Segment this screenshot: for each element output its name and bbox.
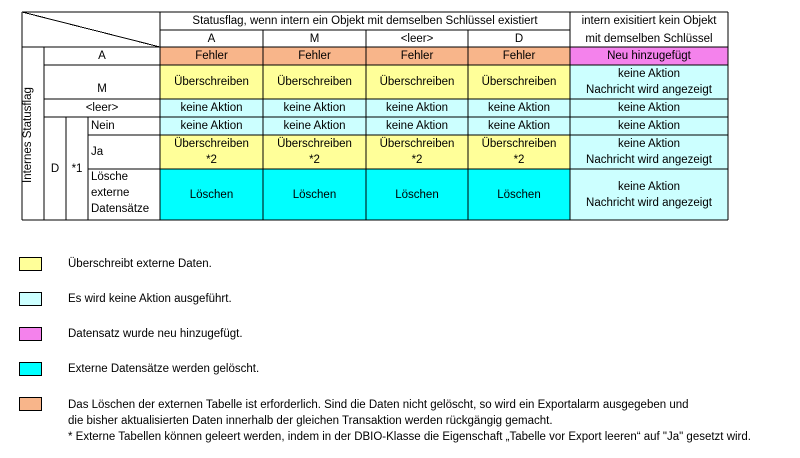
legend-swatch-no-action	[19, 292, 42, 306]
legend-swatch-new	[19, 327, 42, 341]
cell-a-a: Fehler	[160, 47, 263, 65]
cell-a-d: Fehler	[468, 47, 570, 65]
column-header: M	[309, 32, 320, 45]
row-group-label: Internes Statusflag	[22, 87, 34, 183]
legend-text-no-action: Es wird keine Aktion ausgeführt.	[68, 293, 232, 305]
column-header: A	[207, 32, 216, 45]
cell-nein-a: keine Aktion	[160, 117, 263, 135]
cell-a-m: Fehler	[263, 47, 366, 65]
cell-ja-a: Überschreiben *2	[160, 135, 263, 169]
cell-a-none: Neu hinzugefügt	[570, 47, 728, 65]
cell-ja-m: Überschreiben *2	[263, 135, 366, 169]
cell-m-m: Überschreiben	[263, 65, 366, 99]
column-header: D	[514, 32, 524, 45]
row-label-m: M	[97, 83, 107, 95]
cell-nein-none: keine Aktion	[570, 117, 728, 135]
cell-m-leer: Überschreiben	[366, 65, 468, 99]
legend-swatch-overwrite	[19, 257, 42, 271]
cell-leer-d: keine Aktion	[468, 99, 570, 117]
column-header: <leer>	[400, 32, 434, 45]
row-label-star1: *1	[71, 162, 83, 175]
cell-m-a: Überschreiben	[160, 65, 263, 99]
cell-a-leer: Fehler	[366, 47, 468, 65]
note-rollback: die bisher aktualisierten Daten innerhalb der gleichen Transaktion werden rückgängig gemacht.	[68, 415, 553, 427]
legend-text-error: Das Löschen der externen Tabelle ist erforderlich. Sind die Daten nicht gelöscht, so wird ein Exportalarm ausgegeben und	[68, 399, 689, 411]
cell-loesche-m: Löschen	[263, 169, 366, 220]
cell-m-d: Überschreiben	[468, 65, 570, 99]
legend-swatch-error	[19, 397, 42, 411]
cell-leer-leer: keine Aktion	[366, 99, 468, 117]
legend-swatch-delete	[19, 362, 42, 376]
row-label-loesche: Lösche externe Datensätze	[91, 171, 150, 215]
cell-m-none: keine Aktion Nachricht wird angezeigt	[570, 65, 728, 99]
cell-leer-none: keine Aktion	[570, 99, 728, 117]
header-no-object-line1: intern exisitiert kein Objekt	[581, 15, 717, 27]
cell-loesche-none: keine Aktion Nachricht wird angezeigt	[570, 169, 728, 220]
note-footnote: * Externe Tabellen können geleert werden, indem in der DBIO-Klasse die Eigenschaft „Tabelle vor Export leeren“ auf "Ja" gesetzt wird.	[68, 431, 751, 443]
legend-text-delete: Externe Datensätze werden gelöscht.	[68, 363, 260, 375]
row-label-d: D	[50, 162, 60, 175]
row-label-nein: Nein	[91, 120, 115, 132]
row-label-ja: Ja	[91, 146, 104, 158]
cell-loesche-d: Löschen	[468, 169, 570, 220]
cell-loesche-leer: Löschen	[366, 169, 468, 220]
cell-ja-d: Überschreiben *2	[468, 135, 570, 169]
cell-nein-m: keine Aktion	[263, 117, 366, 135]
cell-leer-m: keine Aktion	[263, 99, 366, 117]
cell-leer-a: keine Aktion	[160, 99, 263, 117]
legend-text-new: Datensatz wurde neu hinzugefügt.	[68, 328, 243, 340]
row-label-leer: <leer>	[85, 102, 119, 114]
header-no-object-line2: mit demselben Schlüssel	[585, 32, 713, 45]
header-group-label: Statusflag, wenn intern ein Objekt mit demselben Schlüssel existiert	[192, 15, 538, 27]
legend-notes	[68, 397, 798, 445]
cell-ja-none: keine Aktion Nachricht wird angezeigt	[570, 135, 728, 169]
row-label-a: A	[98, 50, 106, 62]
cell-nein-leer: keine Aktion	[366, 117, 468, 135]
cell-ja-leer: Überschreiben *2	[366, 135, 468, 169]
cell-loesche-a: Löschen	[160, 169, 263, 220]
cell-nein-d: keine Aktion	[468, 117, 570, 135]
legend-text-overwrite: Überschreibt externe Daten.	[68, 258, 212, 270]
